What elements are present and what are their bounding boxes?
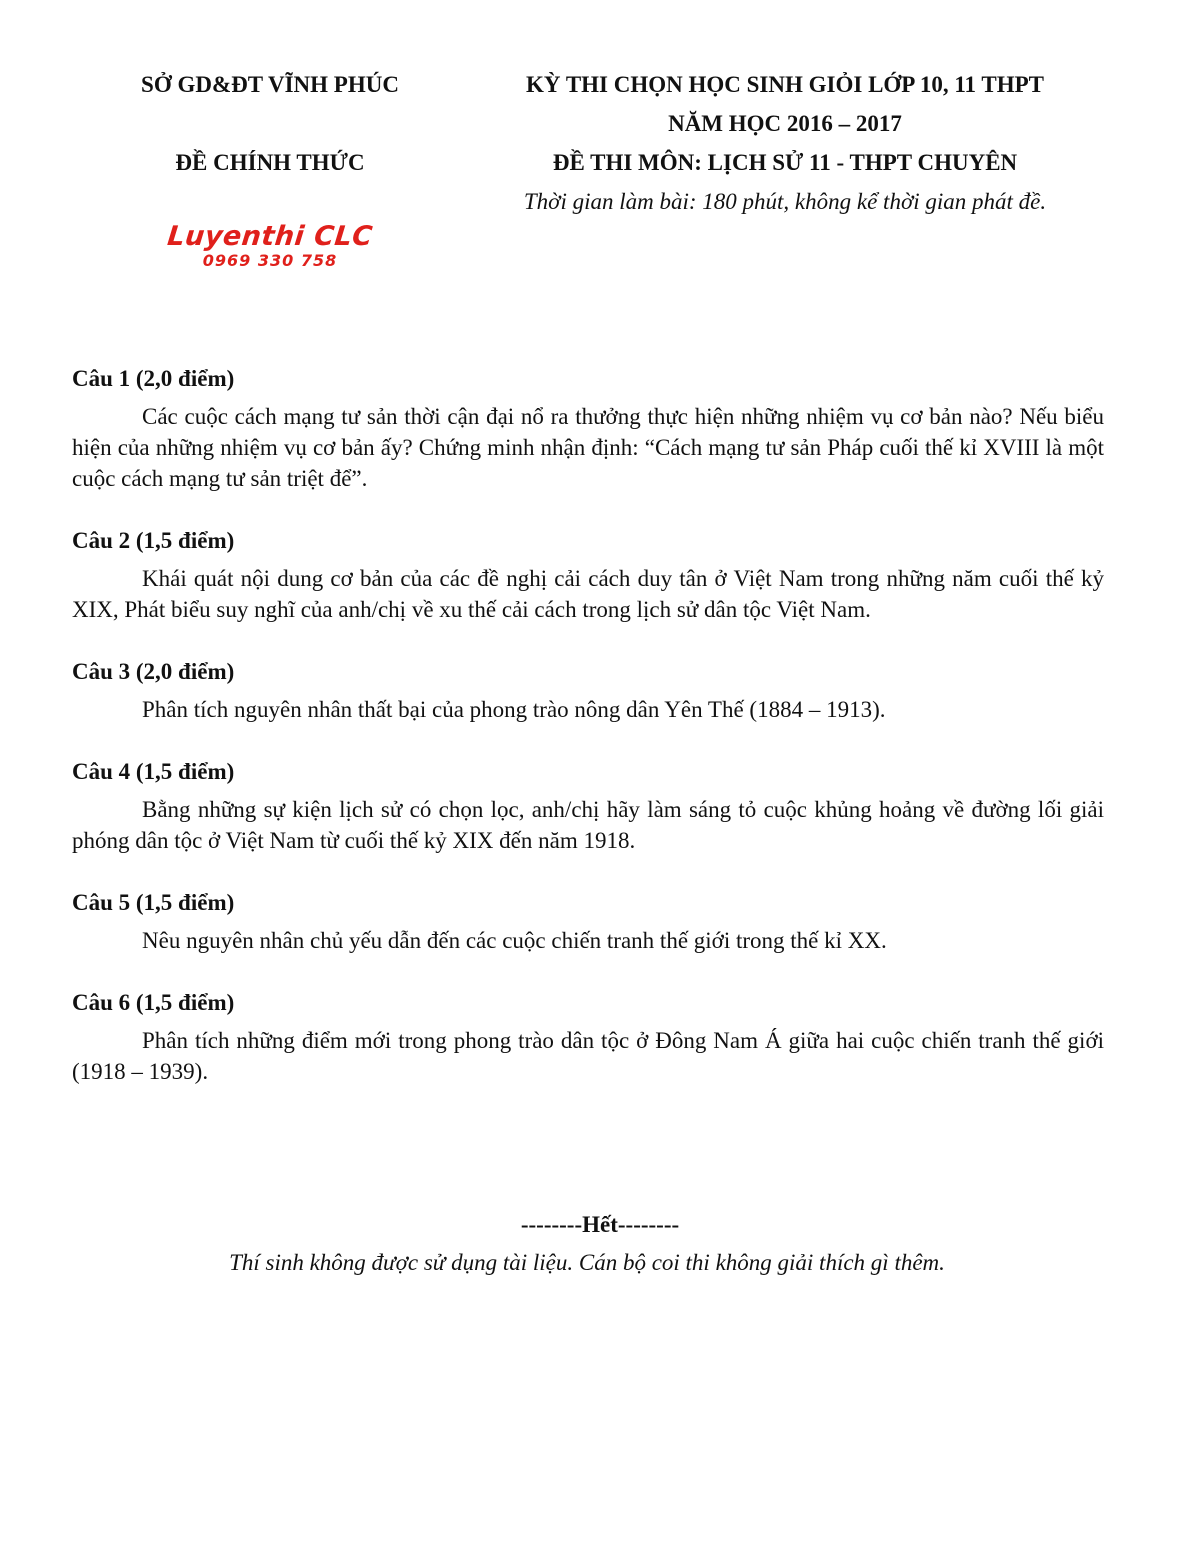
- question-title: Câu 2 (1,5 điểm): [72, 528, 235, 553]
- question-4: [72, 755, 1104, 856]
- question-body: Khái quát nội dung cơ bản của các đề nghị cải cách duy tân ở Việt Nam trong những năm cuối thế kỷ XIX, Phát biểu suy nghĩ của anh/chị về xu thế cải cách trong lịch sử dân tộc Việt Nam.: [72, 566, 1104, 622]
- question-5: [72, 886, 1104, 956]
- question-1: [72, 362, 1104, 494]
- question-body: Nêu nguyên nhân chủ yếu dẫn đến các cuộc chiến tranh thế giới trong thế kỉ XX.: [142, 928, 887, 953]
- question-6: [72, 986, 1104, 1087]
- question-list: [72, 362, 1104, 1117]
- question-body: Phân tích nguyên nhân thất bại của phong trào nông dân Yên Thế (1884 – 1913).: [142, 697, 886, 722]
- question-2: [72, 524, 1104, 625]
- time-note: Thời gian làm bài: 180 phút, không kể thời gian phát đề.: [523, 189, 1047, 214]
- question-body: Các cuộc cách mạng tư sản thời cận đại nổ ra thưởng thực hiện những nhiệm vụ cơ bản nào? Nếu biểu hiện của những nhiệm vụ cơ bản ấy? Chứng minh nhận định: “Cách mạng tư sản Pháp cuối thế kỉ XVIII là một cuộc cách mạng tư sản triệt để”.: [72, 404, 1104, 491]
- department-name: SỞ GD&ĐT VĨNH PHÚC: [141, 72, 399, 97]
- question-body: Phân tích những điểm mới trong phong trào dân tộc ở Đông Nam Á giữa hai cuộc chiến tranh thế giới (1918 – 1939).: [72, 1028, 1104, 1084]
- logo-phone: 0969 330 758: [202, 251, 338, 270]
- school-year: NĂM HỌC 2016 – 2017: [668, 111, 902, 136]
- question-title: Câu 5 (1,5 điểm): [72, 890, 235, 915]
- question-body: Bằng những sự kiện lịch sử có chọn lọc, anh/chị hãy làm sáng tỏ cuộc khủng hoảng về đường lối giải phóng dân tộc ở Việt Nam từ cuối thế kỷ XIX đến năm 1918.: [72, 797, 1104, 853]
- logo-name: Luyenthi CLC: [165, 221, 375, 252]
- exam-subject: ĐỀ THI MÔN: LỊCH SỬ 11 - THPT CHUYÊN: [552, 150, 1018, 175]
- question-title: Câu 4 (1,5 điểm): [72, 759, 235, 784]
- publisher-logo: [160, 222, 380, 272]
- question-title: Câu 3 (2,0 điểm): [72, 659, 235, 684]
- question-title: Câu 6 (1,5 điểm): [72, 990, 235, 1015]
- question-title: Câu 1 (2,0 điểm): [72, 366, 235, 391]
- footer-note: Thí sinh không được sử dụng tài liệu. Cán bộ coi thi không giải thích gì thêm.: [229, 1250, 945, 1275]
- official-label: ĐỀ CHÍNH THỨC: [175, 150, 365, 175]
- exam-title: KỲ THI CHỌN HỌC SINH GIỎI LỚP 10, 11 THPT: [525, 72, 1045, 97]
- end-mark: --------Hết--------: [520, 1212, 680, 1237]
- question-3: [72, 655, 1104, 725]
